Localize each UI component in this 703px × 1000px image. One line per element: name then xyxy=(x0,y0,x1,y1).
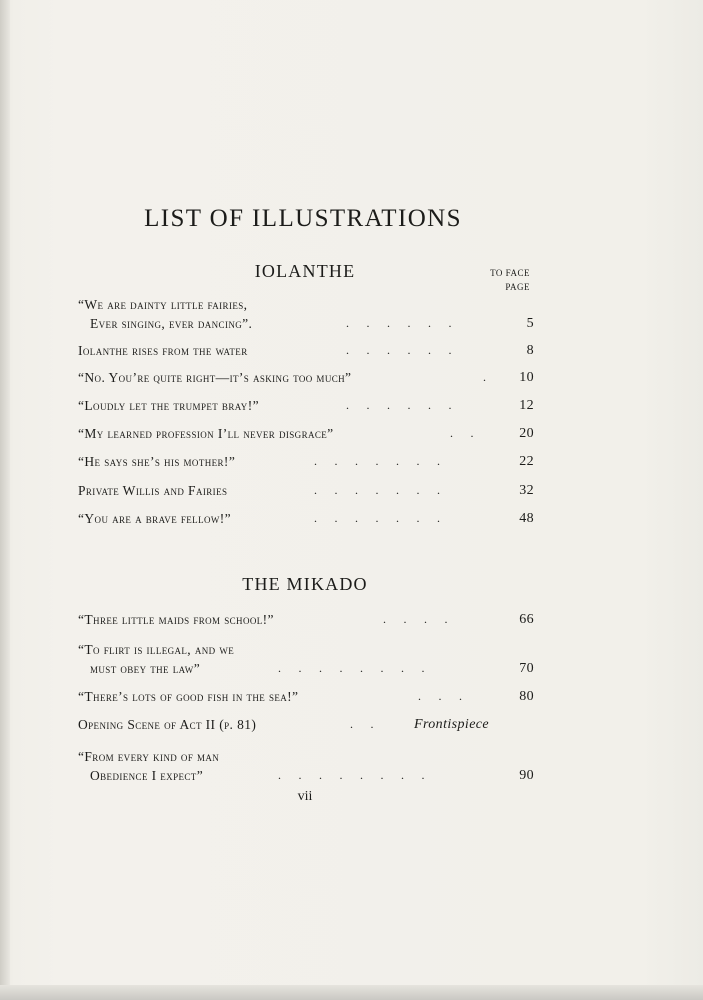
list-item xyxy=(78,640,538,678)
entry-caption-line1: “From every kind of man xyxy=(78,749,220,764)
entry-page: 5 xyxy=(526,316,534,331)
page-title: LIST OF ILLUSTRATIONS xyxy=(144,205,462,232)
dot-leader: .... xyxy=(383,612,465,626)
list-item xyxy=(78,396,538,415)
entry-page: 10 xyxy=(519,370,534,385)
entry-caption-line1: “To flirt is illegal, and we xyxy=(78,642,235,657)
dot-leader: ...... xyxy=(346,343,469,357)
list-item xyxy=(78,341,538,360)
list-item xyxy=(78,424,538,443)
section-title-iolanthe: IOLANTHE xyxy=(254,261,356,281)
list-item xyxy=(78,481,538,500)
page-bottom-edge xyxy=(0,985,703,1000)
entry-page: 12 xyxy=(519,398,534,413)
dot-leader: ........ xyxy=(278,661,442,675)
entry-caption: “My learned profession I’ll never disgrace” xyxy=(78,426,334,441)
entry-page: 32 xyxy=(519,483,534,498)
entry-caption: “You are a brave fellow!” xyxy=(78,511,232,526)
column-header-line2: PAGE xyxy=(505,282,530,292)
entry-caption: “Three little maids from school!” xyxy=(78,612,274,627)
list-item xyxy=(78,509,538,528)
entry-page-frontispiece: Frontispiece xyxy=(414,717,490,732)
dot-leader: ... xyxy=(418,689,480,703)
entry-caption: Opening Scene of Act II (p. 81) xyxy=(78,717,257,732)
list-item xyxy=(78,687,538,706)
column-header xyxy=(470,266,530,294)
entry-caption: “No. You’re quite right—it’s asking too much” xyxy=(78,370,352,385)
dot-leader: ........ xyxy=(278,768,442,782)
entry-caption: “There’s lots of good fish in the sea!” xyxy=(78,689,299,704)
entry-page: 48 xyxy=(519,511,534,526)
column-header-line1: TO FACE xyxy=(490,268,530,278)
dot-leader: .. xyxy=(450,426,491,440)
entry-caption-line2: Ever singing, ever dancing”. xyxy=(90,316,253,331)
entry-page: 66 xyxy=(519,612,534,627)
list-item xyxy=(78,295,538,333)
entry-page: 20 xyxy=(519,426,534,441)
dot-leader: .. xyxy=(350,717,391,731)
entry-caption-line2: must obey the law” xyxy=(90,661,201,676)
entry-caption: Private Willis and Fairies xyxy=(78,483,228,498)
list-item xyxy=(78,715,538,734)
entry-caption: Iolanthe rises from the water xyxy=(78,343,248,358)
entry-caption-line1: “We are dainty little fairies, xyxy=(78,297,248,312)
dot-leader: ....... xyxy=(314,511,458,525)
dot-leader: ...... xyxy=(346,316,469,330)
list-item xyxy=(78,368,538,387)
entry-page: 22 xyxy=(519,454,534,469)
page-number: vii xyxy=(297,789,313,804)
dot-leader: . xyxy=(483,370,504,384)
entry-page: 70 xyxy=(519,661,534,676)
entry-caption: “He says she’s his mother!” xyxy=(78,454,236,469)
entry-caption: “Loudly let the trumpet bray!” xyxy=(78,398,259,413)
list-item xyxy=(78,610,538,629)
dot-leader: ....... xyxy=(314,454,458,468)
list-item xyxy=(78,747,538,785)
section-title-mikado: THE MIKADO xyxy=(242,574,368,594)
page-gutter xyxy=(0,0,10,1000)
dot-leader: ....... xyxy=(314,483,458,497)
entry-page: 80 xyxy=(519,689,534,704)
entry-page: 8 xyxy=(526,343,534,358)
entry-page: 90 xyxy=(519,768,534,783)
list-item xyxy=(78,452,538,471)
dot-leader: ...... xyxy=(346,398,469,412)
entry-caption-line2: Obedience I expect” xyxy=(90,768,204,783)
